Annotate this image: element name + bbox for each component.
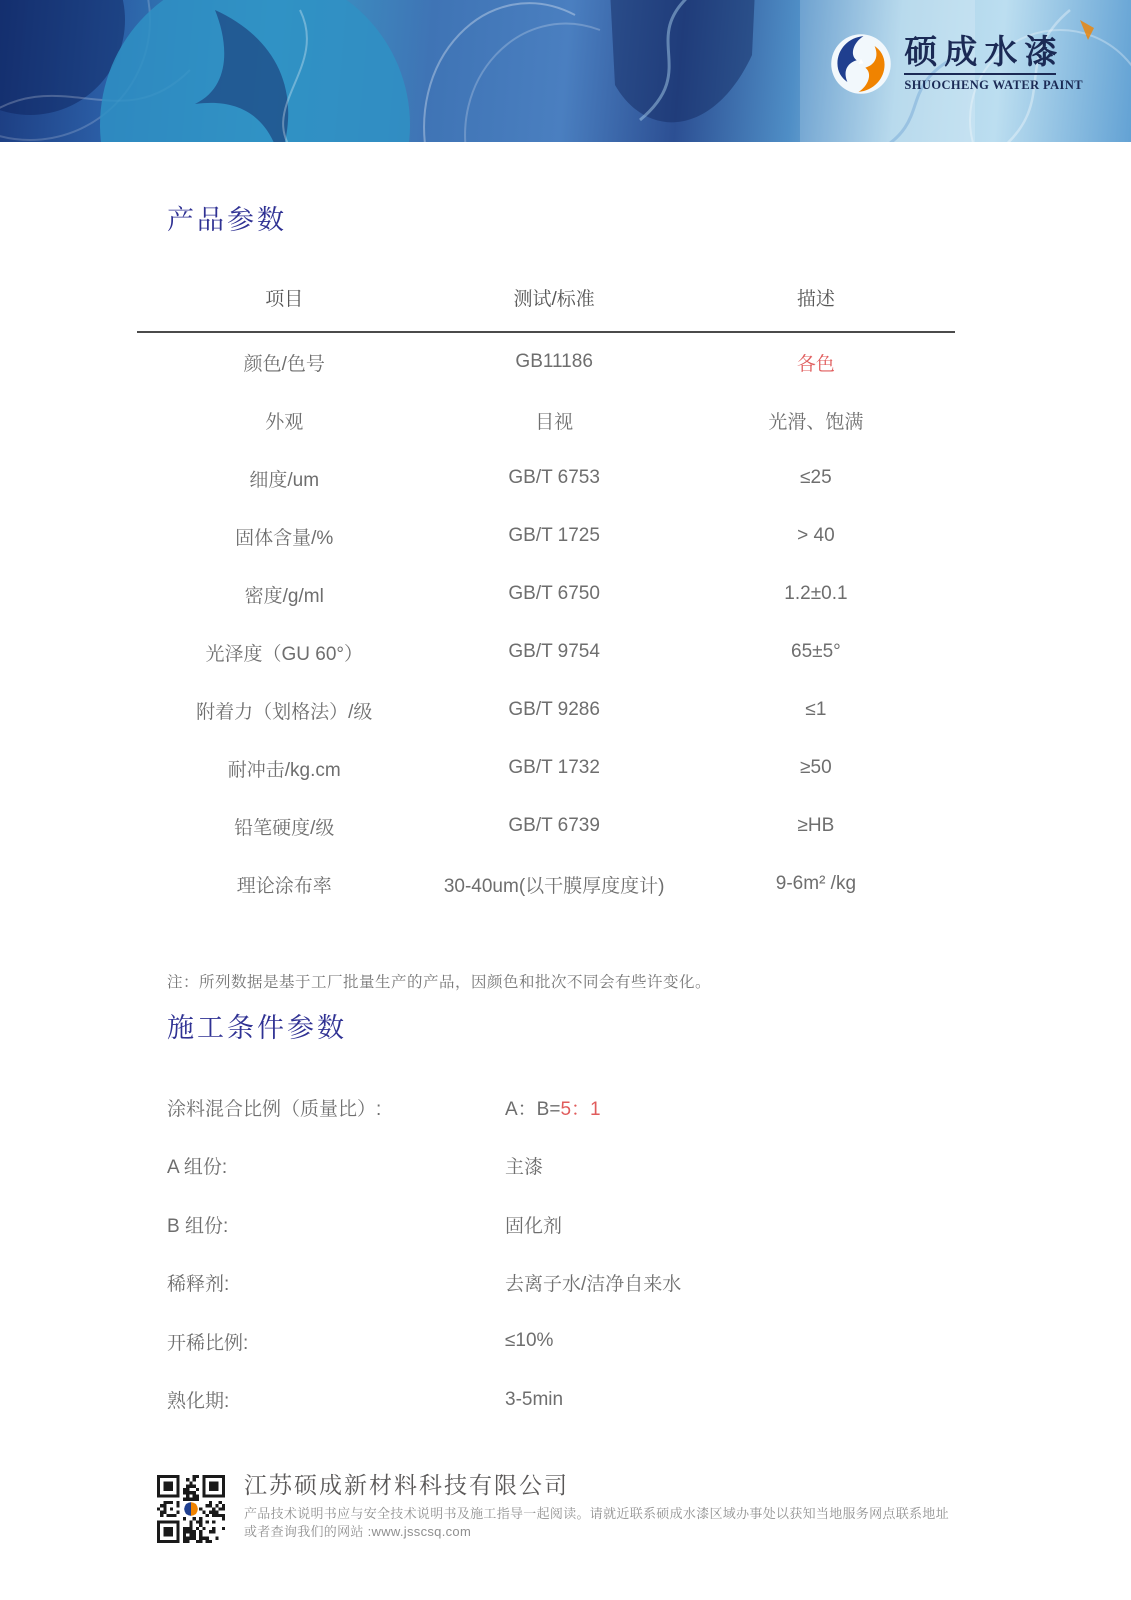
application-param-value: ≤10%: [505, 1330, 554, 1352]
table-row: [137, 855, 955, 913]
table-cell-standard: GB/T 1725: [508, 525, 600, 546]
table-cell-item: 附着力（划格法）/级: [196, 701, 373, 723]
brand-name-cn: 硕成水漆: [904, 35, 1065, 71]
application-param-value: 主漆: [505, 1157, 544, 1179]
column-header: 测试/标准: [513, 288, 595, 310]
application-param-label: B 组份:: [167, 1215, 229, 1237]
table-cell-desc: 光滑、饱满: [768, 411, 864, 433]
brand-name-en: SHUOCHENG WATER PAINT: [904, 78, 1083, 92]
application-params-list: [167, 1078, 681, 1429]
table-cell-item: 固体含量/%: [235, 527, 334, 549]
table-cell-item: 颜色/色号: [243, 353, 325, 375]
table-row: [137, 333, 955, 391]
application-param-row: [167, 1078, 681, 1137]
table-row: [137, 623, 955, 681]
brand-logo-underline: [904, 73, 1056, 75]
table-cell-desc: 1.2±0.1: [784, 583, 848, 604]
table-cell-standard: GB/T 9286: [508, 699, 600, 720]
application-param-label: 熟化期:: [167, 1391, 230, 1413]
footer-note: [244, 1505, 949, 1541]
product-params-title: 产品参数: [167, 205, 287, 235]
application-param-label: 涂料混合比例（质量比）:: [167, 1098, 382, 1120]
application-param-row: [167, 1312, 681, 1371]
table-cell-desc: 65±5°: [791, 641, 841, 662]
brand-logo-icon: [830, 33, 892, 95]
column-header: 项目: [265, 288, 304, 310]
table-cell-standard: GB/T 6750: [508, 583, 600, 604]
table-cell-standard: 30-40um(以干膜厚度度计): [443, 875, 665, 897]
application-param-value: 去离子水/洁净自来水: [505, 1274, 682, 1296]
table-cell-standard: GB11186: [515, 351, 593, 372]
column-header: 描述: [796, 288, 835, 310]
table-cell-standard: GB/T 1732: [508, 757, 600, 778]
table-cell-standard: GB/T 6739: [508, 815, 600, 836]
application-param-value: 固化剂: [505, 1215, 563, 1237]
ratio-highlight: 5：1: [560, 1098, 601, 1120]
footer-note-line1: 产品技术说明书应与安全技术说明书及施工指导一起阅读。请就近联系硕成水漆区域办事处以获知当地服务网点联系地址: [244, 1506, 949, 1521]
application-param-label: 开稀比例:: [167, 1332, 249, 1354]
table-header-row: [137, 283, 955, 311]
table-note: 注：所列数据是基于工厂批量生产的产品，因颜色和批次不同会有些许变化。: [167, 974, 712, 991]
application-param-row: [167, 1195, 681, 1254]
table-cell-desc: ≥HB: [797, 815, 835, 836]
application-params-title: 施工条件参数: [167, 1013, 347, 1043]
table-cell-desc: ≤1: [805, 699, 827, 720]
table-cell-desc: ≤25: [800, 467, 832, 488]
footer-note-line2: 或者查询我们的网站 :www.jsscsq.com: [244, 1524, 472, 1539]
table-cell-desc: ≥50: [800, 757, 832, 778]
table-row: [137, 681, 955, 739]
table-cell-item: 密度/g/ml: [244, 585, 324, 607]
table-cell-standard: GB/T 9754: [508, 641, 600, 662]
application-param-value: 3-5min: [505, 1388, 564, 1410]
table-cell-item: 理论涂布率: [236, 875, 332, 897]
footer-text-block: [244, 1471, 949, 1543]
header-banner: [0, 0, 1131, 142]
ratio-prefix: A：B=: [505, 1098, 561, 1120]
table-cell-item: 外观: [265, 411, 304, 433]
table-row: [137, 391, 955, 449]
table-cell-desc: > 40: [797, 525, 835, 546]
table-cell-item: 耐冲击/kg.cm: [227, 759, 341, 781]
company-name: 江苏硕成新材料科技有限公司: [244, 1472, 569, 1498]
table-cell-desc: 9-6m² /kg: [775, 873, 857, 894]
application-param-row: [167, 1137, 681, 1196]
brand-logo: [830, 33, 1083, 95]
page-footer: [157, 1471, 949, 1543]
qr-code: [157, 1475, 225, 1543]
table-row: [137, 507, 955, 565]
table-body: [137, 333, 955, 913]
application-param-value: [505, 1094, 601, 1121]
application-param-row: [167, 1254, 681, 1313]
table-cell-standard: 目视: [535, 411, 574, 433]
table-cell-item: 光泽度（GU 60°）: [205, 643, 363, 665]
table-row: [137, 449, 955, 507]
table-row: [137, 797, 955, 855]
application-param-row: [167, 1371, 681, 1430]
table-cell-item: 细度/um: [249, 469, 320, 491]
table-cell-standard: GB/T 6753: [508, 467, 600, 488]
table-cell-item: 铅笔硬度/级: [234, 817, 335, 839]
table-row: [137, 739, 955, 797]
application-param-label: A 组份:: [167, 1157, 228, 1179]
table-row: [137, 565, 955, 623]
application-param-label: 稀释剂:: [167, 1274, 230, 1296]
product-params-table: [137, 283, 955, 913]
brand-logo-text: [904, 35, 1083, 93]
table-cell-desc: 各色: [796, 353, 835, 375]
